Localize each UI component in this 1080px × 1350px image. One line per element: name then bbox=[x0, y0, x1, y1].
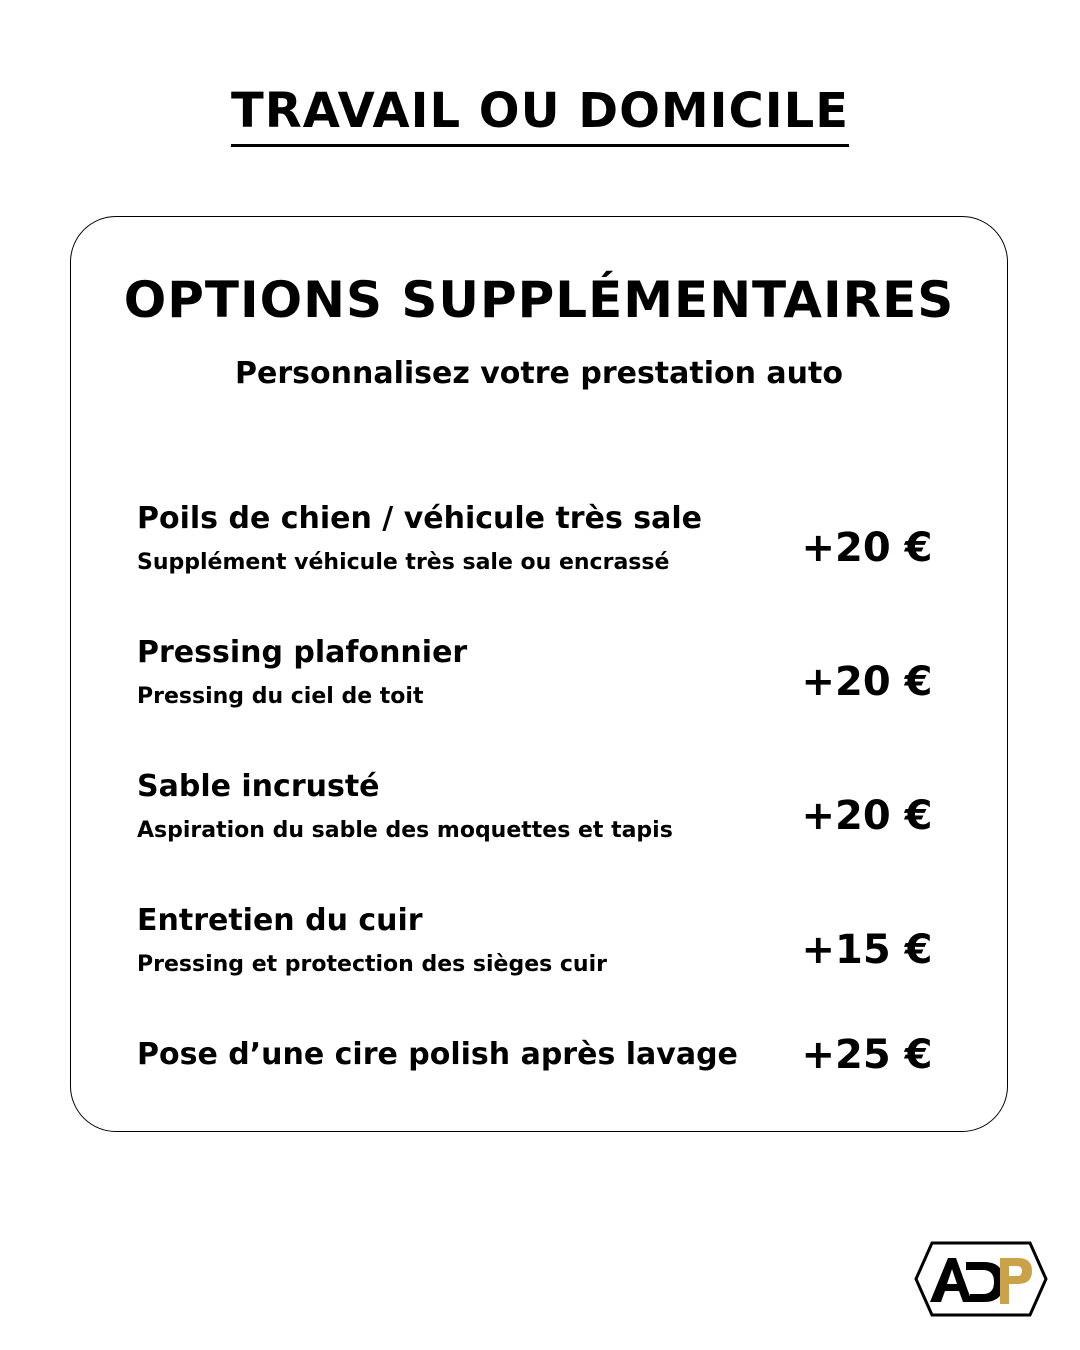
card-subtitle: Personnalisez votre prestation auto bbox=[235, 356, 843, 391]
page-title bbox=[0, 80, 1080, 147]
option-item-headliner bbox=[137, 633, 947, 733]
option-name: Entretien du cuir bbox=[137, 903, 423, 938]
option-name: Pose d’une cire polish après lavage bbox=[137, 1037, 738, 1072]
option-price: +20 € bbox=[801, 525, 933, 571]
option-description: Pressing et protection des sièges cuir bbox=[137, 952, 607, 977]
option-price: +20 € bbox=[801, 793, 933, 839]
option-item-wax-polish bbox=[137, 1032, 947, 1085]
adp-hexagon-logo-icon bbox=[914, 1240, 1048, 1318]
adp-logo bbox=[914, 1240, 1048, 1318]
card-title: OPTIONS SUPPLÉMENTAIRES bbox=[123, 271, 955, 329]
options-card bbox=[70, 216, 1008, 1132]
option-name: Sable incrusté bbox=[137, 769, 380, 804]
option-name: Poils de chien / véhicule très sale bbox=[137, 501, 702, 536]
option-description: Pressing du ciel de toit bbox=[137, 684, 424, 709]
option-price: +15 € bbox=[801, 927, 933, 973]
option-description: Aspiration du sable des moquettes et tapis bbox=[137, 818, 673, 843]
option-description: Supplément véhicule très sale ou encrassé bbox=[137, 550, 670, 575]
page-title-text: TRAVAIL OU DOMICILE bbox=[231, 80, 849, 147]
option-price: +20 € bbox=[801, 659, 933, 705]
option-name: Pressing plafonnier bbox=[137, 635, 468, 670]
option-item-sand bbox=[137, 767, 947, 867]
option-item-dog-hair bbox=[137, 499, 947, 599]
option-price: +25 € bbox=[801, 1032, 933, 1078]
option-item-leather bbox=[137, 901, 947, 1001]
